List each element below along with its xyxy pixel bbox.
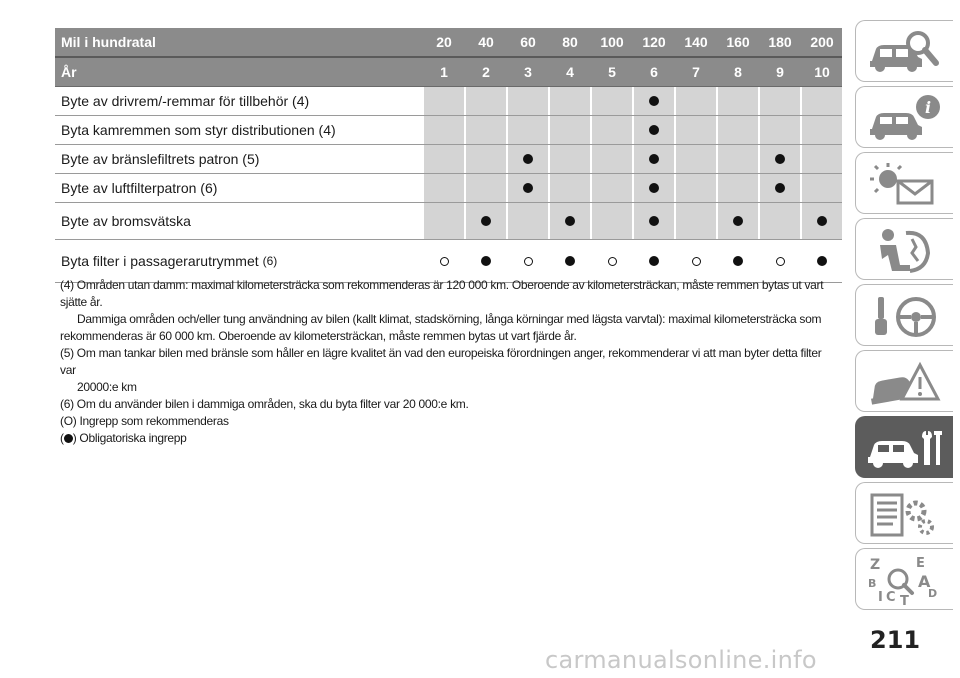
row-label [55, 145, 422, 173]
mandatory-dot-icon [649, 154, 659, 164]
table-cell [676, 174, 716, 202]
table-cell [466, 174, 506, 202]
mandatory-dot-icon [817, 216, 827, 226]
car-info-icon [866, 93, 944, 143]
mandatory-dot-icon [817, 256, 827, 266]
table-cell [424, 145, 464, 173]
table-cell [718, 203, 758, 239]
header-miles-cell: 40 [478, 34, 494, 50]
table-cell [466, 240, 506, 282]
recommended-ring-icon [776, 257, 785, 266]
footnote-5-line1: (5) Om man tankar bilen med bränsle som håller en lägre kvalitet än vad den europeiska förordningen anger, rekommenderar vi att man byter detta filter var [60, 346, 822, 377]
table-row [55, 145, 842, 174]
table-cell [760, 174, 800, 202]
footnote-4 [60, 277, 840, 345]
table-cell [550, 203, 590, 239]
svg-text:E: E [916, 556, 925, 571]
header-years-cell: 8 [734, 64, 742, 80]
svg-text:A: A [918, 572, 931, 591]
table-cell [424, 240, 464, 282]
table-cell [508, 145, 548, 173]
table-cell [676, 145, 716, 173]
table-row [55, 174, 842, 203]
header-miles-cell: 120 [642, 34, 666, 50]
svg-text:C: C [886, 590, 896, 605]
legend-mandatory-label: ) Obligatoriska ingrepp [72, 431, 187, 445]
footnote-5-line2: 20000:e km [77, 380, 137, 394]
row-label [55, 116, 422, 144]
header-miles-cells [422, 28, 842, 56]
header-years-cell: 3 [524, 64, 532, 80]
table-cell [592, 116, 632, 144]
header-years-cell: 7 [692, 64, 700, 80]
svg-text:Z: Z [870, 557, 881, 573]
row-label-text: Byte av drivrem/-remmar för tillbehör (4) [61, 93, 310, 109]
table-cell [550, 145, 590, 173]
mandatory-dot-icon [733, 216, 743, 226]
table-cell [802, 174, 842, 202]
recommended-ring-icon [440, 257, 449, 266]
header-years-cell: 6 [650, 64, 658, 80]
table-cell [634, 240, 674, 282]
table-cell [760, 87, 800, 115]
svg-text:I: I [878, 590, 883, 605]
table-cell [508, 87, 548, 115]
row-label [55, 87, 422, 115]
table-cell [718, 116, 758, 144]
svg-text:D: D [928, 587, 938, 600]
row-label-note: (6) [262, 254, 278, 268]
filled-dot-icon [64, 434, 73, 443]
tab-emergency[interactable] [855, 350, 953, 412]
row-label [55, 240, 422, 282]
header-miles-cell: 140 [684, 34, 708, 50]
header-miles-label: Mil i hundratal [61, 34, 156, 50]
tab-starting-driving[interactable] [855, 284, 953, 346]
header-years-label: År [61, 64, 77, 80]
warning-light-mail-icon [866, 159, 944, 209]
row-label-text: Byte av luftfilterpatron (6) [61, 180, 218, 196]
table-cell [718, 87, 758, 115]
table-cell [592, 240, 632, 282]
mandatory-dot-icon [565, 216, 575, 226]
table-cell [508, 240, 548, 282]
header-years-cell: 9 [776, 64, 784, 80]
svg-text:T: T [900, 594, 909, 605]
table-cell [550, 240, 590, 282]
table-cell [676, 240, 716, 282]
seat-airbag-icon [866, 225, 944, 275]
table-cell [508, 203, 548, 239]
tab-maintenance[interactable] [855, 416, 953, 478]
key-steering-wheel-icon [866, 291, 944, 341]
mandatory-dot-icon [649, 125, 659, 135]
svg-text:i: i [925, 98, 932, 117]
table-row [55, 116, 842, 145]
legend-mandatory [60, 430, 840, 447]
header-miles-cell: 160 [726, 34, 750, 50]
header-miles-cell: 100 [600, 34, 624, 50]
header-years-cell: 2 [482, 64, 490, 80]
row-label-text: Byte av bromsvätska [61, 213, 191, 229]
row-label [55, 203, 422, 239]
mandatory-dot-icon [481, 216, 491, 226]
header-years-cell: 4 [566, 64, 574, 80]
row-label-text: Byta filter i passagerarutrymmet [61, 253, 259, 269]
table-cell [802, 240, 842, 282]
table-cell [592, 145, 632, 173]
legend-recommended: (O) Ingrepp som rekommenderas [60, 414, 229, 428]
table-cell [550, 87, 590, 115]
table-cell [802, 116, 842, 144]
tab-car-info[interactable] [855, 86, 953, 148]
table-cell [718, 174, 758, 202]
recommended-ring-icon [608, 257, 617, 266]
table-cell [424, 87, 464, 115]
table-cell [466, 87, 506, 115]
header-years-row [55, 58, 842, 87]
table-cell [592, 203, 632, 239]
table-cell [634, 87, 674, 115]
header-miles-row [55, 28, 842, 58]
table-cell [760, 116, 800, 144]
table-cell [634, 174, 674, 202]
table-cell [802, 145, 842, 173]
table-cell [676, 203, 716, 239]
footnote-4-line1: (4) Områden utan damm: maximal kilometersträcka som rekommenderas är 120 000 km. Oberoende av kilometersträckan, måste remmen bytas ut vart sjätte år. [60, 278, 824, 309]
table-cell [676, 116, 716, 144]
mandatory-dot-icon [775, 183, 785, 193]
table-cell [508, 174, 548, 202]
table-cell [466, 116, 506, 144]
table-cell [592, 87, 632, 115]
header-miles-cell: 180 [768, 34, 792, 50]
footnotes [60, 277, 840, 447]
chapter-sidebar [855, 20, 955, 614]
table-cell [634, 145, 674, 173]
legend-mandatory-open: ( [60, 431, 64, 445]
table-cell [424, 203, 464, 239]
mandatory-dot-icon [775, 154, 785, 164]
table-cell [508, 116, 548, 144]
svg-text:B: B [868, 577, 877, 590]
tab-warning-lights[interactable] [855, 152, 953, 214]
table-cell [424, 174, 464, 202]
table-cell [466, 145, 506, 173]
footnote-4-line3: rekommenderas är 60 000 km. Oberoende av kilometersträckan, måste remmen bytas ut vart fjärde år. [60, 329, 577, 343]
recommended-ring-icon [692, 257, 701, 266]
mandatory-dot-icon [481, 256, 491, 266]
mandatory-dot-icon [649, 96, 659, 106]
car-crash-warning-icon [866, 357, 944, 407]
footnote-4-line2: Dammiga områden och/eller tung användning av bilen (kallt klimat, stadskörning, långa körningar med lägsta varvtal): maximal kilometersträcka som [77, 312, 822, 326]
row-label [55, 174, 422, 202]
table-cell [760, 240, 800, 282]
page-number: 211 [870, 626, 921, 654]
table-cell [802, 203, 842, 239]
tab-technical-data[interactable] [855, 482, 953, 544]
row-label-text: Byte av bränslefiltrets patron (5) [61, 151, 260, 167]
maintenance-table [55, 28, 842, 283]
header-years-cells [422, 58, 842, 86]
header-miles-cell: 20 [436, 34, 452, 50]
header-years-cell: 10 [814, 64, 830, 80]
table-cell [634, 116, 674, 144]
mandatory-dot-icon [565, 256, 575, 266]
watermark[interactable]: carmanualsonline.info [545, 646, 817, 674]
mandatory-dot-icon [649, 256, 659, 266]
table-row [55, 203, 842, 240]
footnote-5 [60, 345, 840, 396]
header-years-cell: 5 [608, 64, 616, 80]
tab-car-search[interactable] [855, 20, 953, 82]
car-wrench-icon [866, 423, 944, 473]
table-cell [760, 145, 800, 173]
mandatory-dot-icon [733, 256, 743, 266]
table-cell [592, 174, 632, 202]
header-miles-cell: 200 [810, 34, 834, 50]
header-miles-cell: 60 [520, 34, 536, 50]
recommended-ring-icon [524, 257, 533, 266]
table-cell [760, 203, 800, 239]
table-cell [466, 203, 506, 239]
table-cell [634, 203, 674, 239]
mandatory-dot-icon [523, 154, 533, 164]
footnote-6: (6) Om du använder bilen i dammiga områden, ska du byta filter var 20 000:e km. [60, 397, 469, 411]
table-cell [802, 87, 842, 115]
mandatory-dot-icon [523, 183, 533, 193]
mandatory-dot-icon [649, 216, 659, 226]
table-cell [676, 87, 716, 115]
table-cell [718, 145, 758, 173]
row-label-text: Byta kamremmen som styr distributionen (4) [61, 122, 336, 138]
alphabet-index-icon [866, 555, 944, 605]
mandatory-dot-icon [649, 183, 659, 193]
table-cell [550, 116, 590, 144]
table-cell [424, 116, 464, 144]
header-years-cell: 1 [440, 64, 448, 80]
table-row [55, 87, 842, 116]
list-gears-icon [866, 489, 944, 539]
car-search-icon [866, 27, 944, 77]
tab-index[interactable] [855, 548, 953, 610]
table-cell [550, 174, 590, 202]
tab-safety[interactable] [855, 218, 953, 280]
table-cell [718, 240, 758, 282]
header-miles-cell: 80 [562, 34, 578, 50]
